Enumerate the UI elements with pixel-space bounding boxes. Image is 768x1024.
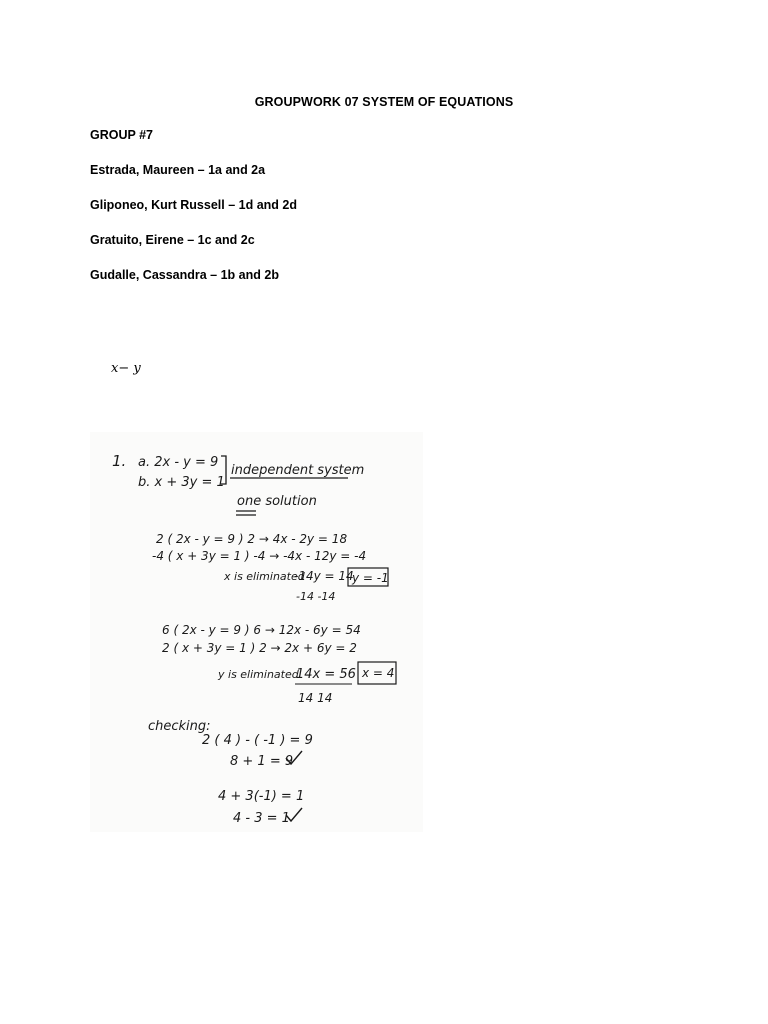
problem-number: 1.: [112, 452, 127, 470]
y-eliminated-label: y is eliminated: [218, 668, 299, 681]
x-eliminated-label: x is eliminated: [224, 570, 305, 583]
elimination-y-step2: 2 ( x + 3y = 1 ) 2 → 2x + 6y = 2: [162, 641, 357, 655]
group-label: GROUP #7: [90, 128, 153, 142]
member-line-gudalle: Gudalle, Cassandra – 1b and 2b: [90, 268, 279, 282]
x-answer: x = 4: [362, 666, 395, 680]
equation-a: a. 2x - y = 9: [138, 455, 219, 470]
member-line-estrada: Estrada, Maureen – 1a and 2a: [90, 163, 266, 177]
check2-line2: 4 - 3 = 1: [233, 811, 290, 826]
check1-line2: 8 + 1 = 9: [230, 754, 294, 769]
page-title: GROUPWORK 07 SYSTEM OF EQUATIONS: [254, 95, 514, 109]
handwritten-solution-image: [90, 432, 423, 832]
y-eliminated-result: 14x = 56: [296, 667, 356, 682]
y-eliminated-divisor: 14 14: [298, 691, 333, 705]
member-line-gliponeo: Gliponeo, Kurt Russell – 1d and 2d: [90, 198, 297, 212]
elimination-x-step1: 2 ( 2x - y = 9 ) 2 → 4x - 2y = 18: [156, 532, 348, 546]
elimination-x-step2: -4 ( x + 3y = 1 ) -4 → -4x - 12y = -4: [152, 549, 367, 563]
check2-line1: 4 + 3(-1) = 1: [218, 789, 305, 804]
check1-line1: 2 ( 4 ) - ( -1 ) = 9: [202, 733, 313, 748]
y-answer: y = -1: [352, 571, 389, 585]
equation-b: b. x + 3y = 1: [138, 475, 225, 490]
system-type: independent system: [231, 463, 365, 478]
member-line-gratuito: Gratuito, Eirene – 1c and 2c: [90, 233, 255, 247]
elimination-y-step1: 6 ( 2x - y = 9 ) 6 → 12x - 6y = 54: [162, 623, 361, 637]
solution-count: one solution: [237, 494, 317, 509]
checking-label: checking:: [148, 719, 211, 734]
x-eliminated-result: -14y = 14: [294, 569, 354, 583]
math-expression: x− y: [111, 361, 141, 376]
x-eliminated-divisor: -14 -14: [296, 590, 336, 603]
